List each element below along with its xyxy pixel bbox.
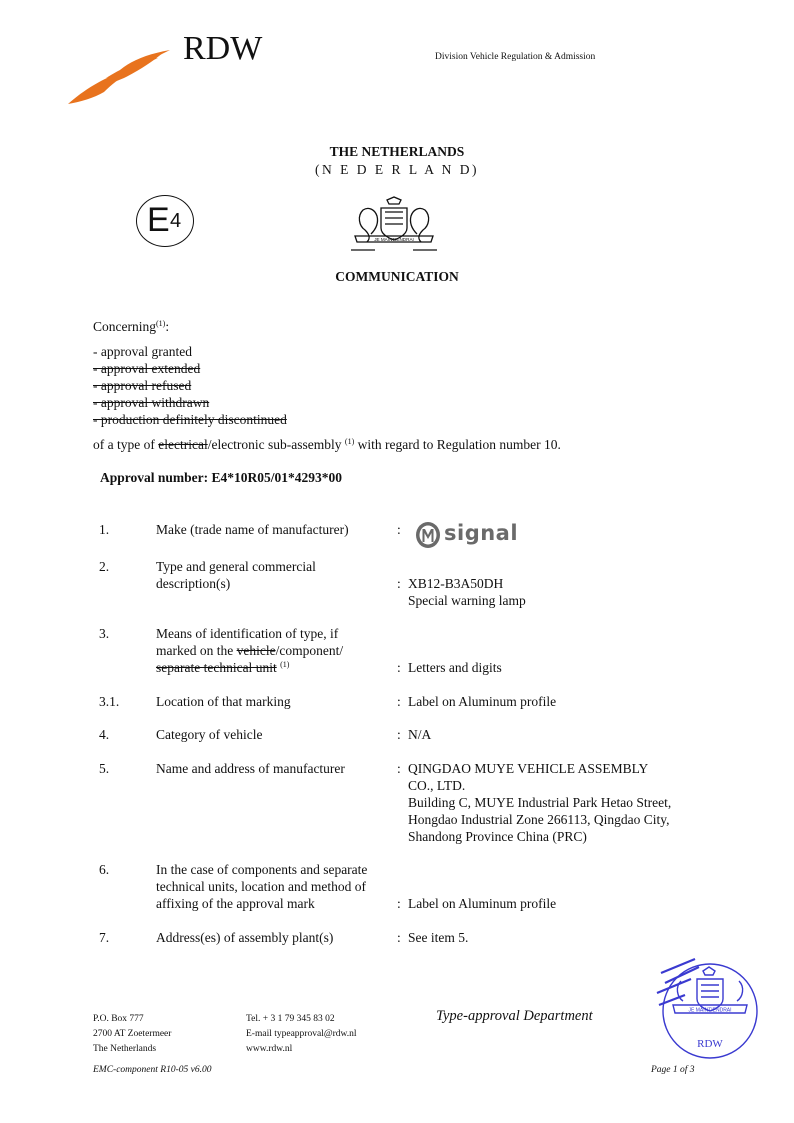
label-part: /component/	[275, 643, 344, 658]
item-number: 6.	[99, 862, 110, 877]
item-colon: :	[397, 896, 401, 911]
item-value-line: XB12-B3A50DH	[408, 576, 504, 591]
item-label: Name and address of manufacturer	[156, 761, 345, 776]
item-colon: :	[397, 522, 401, 537]
item-value: N/A	[408, 727, 432, 742]
item-label: Category of vehicle	[156, 727, 263, 742]
footer-line: Tel. + 3 1 79 345 83 02	[246, 1014, 335, 1024]
item-number: 7.	[99, 930, 110, 945]
item-label-line: Means of identification of type, if	[156, 626, 339, 641]
footer-line: 2700 AT Zoetermeer	[93, 1029, 172, 1039]
footnote-ref: (1)	[280, 660, 290, 669]
label-struck: vehicle	[236, 643, 276, 658]
e-mark-number: 4	[170, 210, 182, 232]
department-name: Type-approval Department	[436, 1008, 593, 1024]
item-label-line: affixing of the approval mark	[156, 896, 315, 911]
item-label-line: In the case of components and separate	[156, 862, 368, 877]
concerning-text: Concerning	[93, 319, 156, 334]
footer-line: The Netherlands	[93, 1044, 157, 1054]
item-colon: :	[397, 694, 401, 709]
item-colon: :	[397, 930, 401, 945]
item-label: Make (trade name of manufacturer)	[156, 522, 349, 537]
signal-logo-icon	[414, 520, 442, 550]
rdw-logo-icon	[66, 48, 171, 106]
address-line: Shandong Province China (PRC)	[408, 829, 587, 844]
label-part: marked on the	[156, 643, 237, 658]
approval-number: Approval number: E4*10R05/01*4293*00	[100, 470, 343, 485]
page-number: Page 1 of 3	[651, 1065, 695, 1075]
e-mark-letter: E	[147, 201, 170, 239]
item-value: Label on Aluminum profile	[408, 896, 557, 911]
footer-line: E-mail typeapproval@rdw.nl	[246, 1029, 357, 1039]
type-prefix: of a type of	[93, 437, 159, 452]
signal-logo	[414, 519, 524, 553]
list-item: - approval extended	[93, 361, 201, 376]
footnote-ref: (1)	[156, 319, 166, 328]
country-native: (N E D E R L A N D)	[315, 162, 479, 177]
rdw-logo-text: RDW	[183, 30, 263, 67]
item-value: Label on Aluminum profile	[408, 694, 557, 709]
item-number: 3.1.	[99, 694, 120, 709]
item-value	[408, 760, 728, 845]
stamp-text: RDW	[697, 1038, 723, 1050]
address-line: Hongdao Industrial Zone 266113, Qingdao City,	[408, 812, 670, 827]
country-title: THE NETHERLANDS	[329, 144, 465, 159]
label-struck: separate technical unit	[156, 660, 277, 675]
footnote-ref: (1)	[344, 437, 355, 446]
rdw-stamp-icon	[651, 953, 761, 1061]
item-label: Location of that marking	[156, 694, 291, 709]
item-label-line: Type and general commercial	[156, 559, 316, 574]
item-label	[156, 558, 396, 592]
concerning-list	[93, 343, 287, 428]
item-label-line: description(s)	[156, 576, 231, 591]
item-label-line	[156, 642, 396, 659]
division-name: Division Vehicle Regulation & Admission	[435, 52, 596, 62]
item-label	[156, 625, 396, 676]
list-item: - approval withdrawn	[93, 395, 210, 410]
item-value: Letters and digits	[408, 660, 502, 675]
item-colon: :	[397, 727, 401, 742]
item-number: 2.	[99, 559, 110, 574]
item-number: 1.	[99, 522, 110, 537]
list-item: - production definitely discontinued	[93, 412, 287, 427]
concerning-colon: :	[165, 319, 170, 334]
item-label-line: technical units, location and method of	[156, 879, 366, 894]
concerning-label	[93, 318, 169, 335]
type-struck: electrical	[158, 437, 208, 452]
item-number: 4.	[99, 727, 110, 742]
item-number: 5.	[99, 761, 110, 776]
signal-logo-text: signal	[444, 521, 519, 545]
item-label	[156, 861, 396, 912]
item-colon: :	[397, 660, 401, 675]
list-item: - approval granted	[93, 344, 192, 359]
item-value	[408, 575, 728, 609]
item-colon: :	[397, 761, 401, 776]
list-item: - approval refused	[93, 378, 192, 393]
address-line: CO., LTD.	[408, 778, 466, 793]
footer-address	[93, 1012, 171, 1057]
address-line: Building C, MUYE Industrial Park Hetao Street,	[408, 795, 672, 810]
coat-of-arms-icon	[349, 196, 439, 254]
communication-title: COMMUNICATION	[335, 269, 459, 284]
item-colon: :	[397, 576, 401, 591]
footer-contact	[246, 1012, 357, 1057]
item-number: 3.	[99, 626, 110, 641]
footer-line: www.rdw.nl	[246, 1044, 293, 1054]
address-line: QINGDAO MUYE VEHICLE ASSEMBLY	[408, 761, 649, 776]
e4-mark	[136, 195, 194, 247]
footer-line: P.O. Box 777	[93, 1014, 144, 1024]
stamp-motto: JE MAINTIENDRAI	[688, 1007, 732, 1014]
form-id: EMC-component R10-05 v6.00	[93, 1065, 212, 1075]
type-suffix: with regard to Regulation number 10.	[354, 437, 561, 452]
coat-motto: JE MAINTIENDRAI	[374, 237, 414, 242]
item-value-line: Special warning lamp	[408, 593, 526, 608]
item-label: Address(es) of assembly plant(s)	[156, 930, 334, 945]
item-value: See item 5.	[408, 930, 469, 945]
type-sentence	[93, 436, 561, 453]
type-rest: /electronic sub-assembly	[207, 437, 342, 452]
item-label-line	[156, 659, 396, 676]
